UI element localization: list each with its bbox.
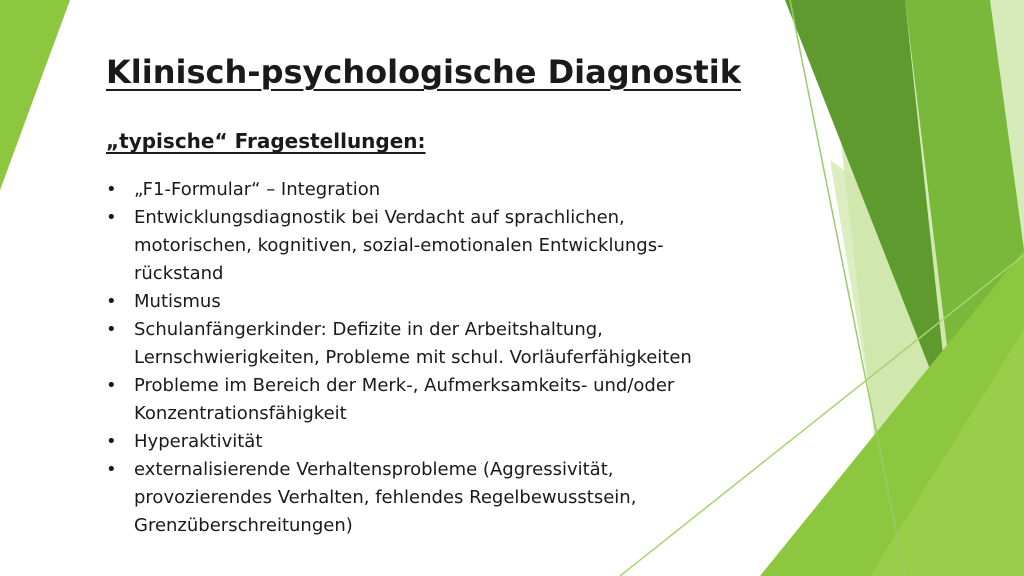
bullet-item (106, 316, 826, 372)
bullet-text-line: Probleme im Bereich der Merk-, Aufmerksamkeits- und/oder (134, 375, 675, 396)
bullet-text-line: Entwicklungsdiagnostik bei Verdacht auf sprachlichen, (134, 207, 625, 228)
slide-title: Klinisch-psychologische Diagnostik (106, 53, 741, 91)
bullet-text-line: Schulanfängerkinder: Defizite in der Arbeitshaltung, (134, 319, 603, 340)
bullet-marker: • (106, 319, 117, 340)
bullet-marker: • (106, 291, 117, 312)
bullet-text-line: Grenzüberschreitungen) (134, 515, 353, 536)
bullet-marker: • (106, 431, 117, 452)
bullet-text-line: externalisierende Verhaltensprobleme (Aggressivität, (134, 459, 614, 480)
bullet-text-line: Lernschwierigkeiten, Probleme mit schul. Vorläuferfähigkeiten (134, 347, 692, 368)
bullet-item (106, 288, 826, 316)
bullet-item (106, 372, 826, 428)
bullet-marker: • (106, 207, 117, 228)
bullet-marker: • (106, 179, 117, 200)
bullet-text-line: Mutismus (134, 291, 221, 312)
bullet-item (106, 456, 826, 540)
bullet-text-line: rückstand (134, 263, 224, 284)
bullet-marker: • (106, 375, 117, 396)
bullet-text-line: provozierendes Verhalten, fehlendes Regelbewusstsein, (134, 487, 637, 508)
bullet-text-line: Konzentrationsfähigkeit (134, 403, 347, 424)
bullet-text-line: „F1-Formular“ – Integration (134, 179, 381, 200)
bullet-item (106, 176, 826, 204)
bullet-text-line: motorischen, kognitiven, sozial-emotionalen Entwicklungs- (134, 235, 664, 256)
slide-subtitle: „typische“ Fragestellungen: (106, 129, 426, 153)
bullet-list (106, 176, 826, 540)
bullet-item (106, 428, 826, 456)
bullet-marker: • (106, 459, 117, 480)
bullet-text-line: Hyperaktivität (134, 431, 263, 452)
bullet-item (106, 204, 826, 288)
